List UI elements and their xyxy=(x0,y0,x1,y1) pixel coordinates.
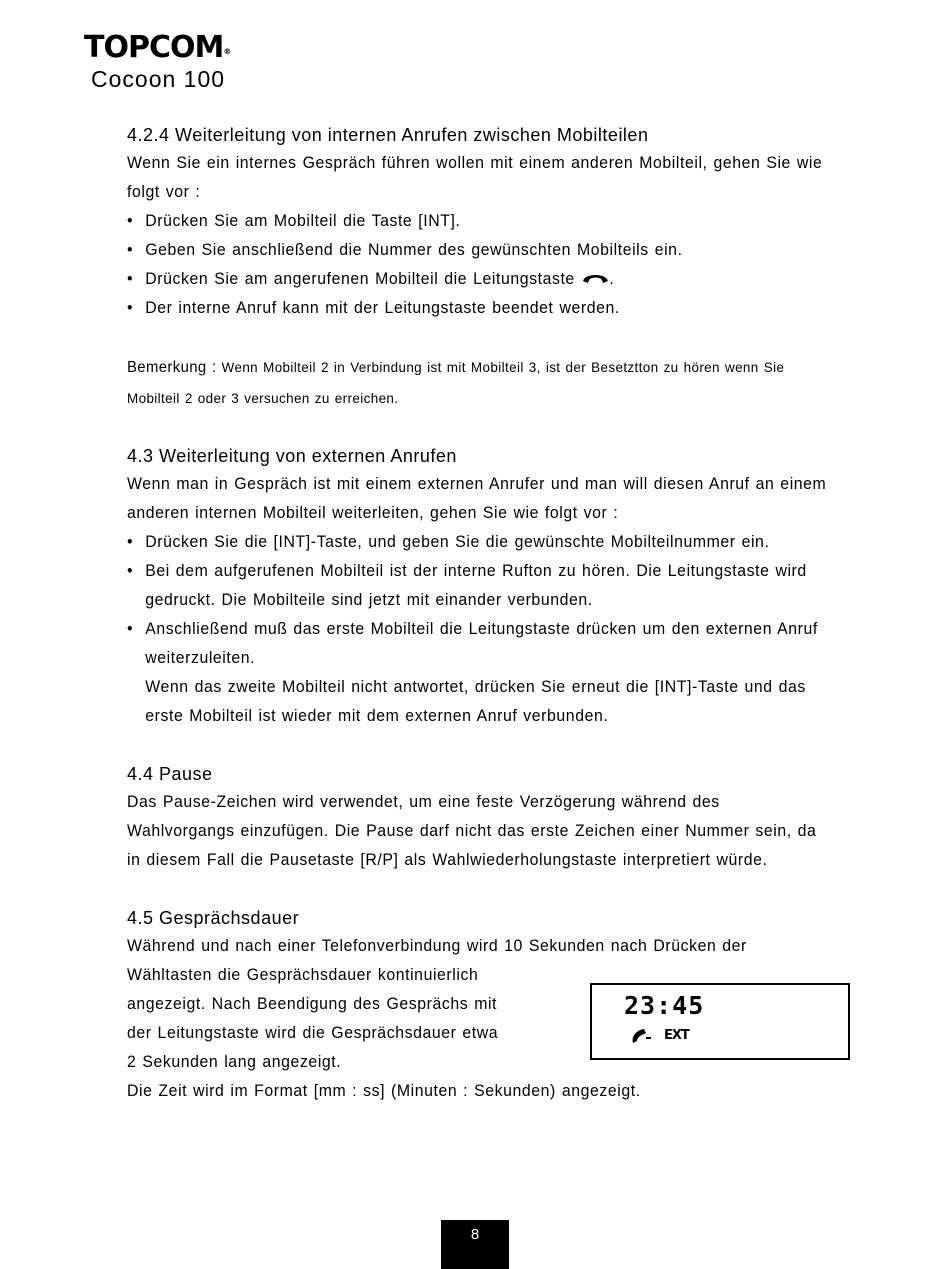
section-4-5-line: Die Zeit wird im Format [mm : ss] (Minuten : Sekunden) angezeigt. xyxy=(127,1082,641,1101)
model-name: Cocoon 100 xyxy=(91,66,226,92)
section-4-3-followup: Wenn das zweite Mobilteil nicht antwortet, drücken Sie erneut die [INT]-Taste und das erste Mobilteil ist wieder mit dem externen Anruf verbunden. xyxy=(145,678,806,726)
page-number: 8 xyxy=(441,1220,509,1269)
note-text: Wenn Mobilteil 2 in Verbindung ist mit Mobilteil 3, ist der Besetztton zu hören wenn Sie Mobilteil 2 oder 3 versuchen zu erreichen. xyxy=(127,359,785,407)
lcd-display xyxy=(590,983,850,1060)
brand-name: TOPCOM xyxy=(84,30,224,65)
page-content xyxy=(127,121,862,1106)
section-4-5-line: der Leitungstaste wird die Gesprächsdauer etwa xyxy=(127,1024,499,1043)
bullet-item xyxy=(127,265,833,294)
external-indicator: EXT xyxy=(664,1028,689,1043)
section-4-5-title: 4.5 Gesprächsdauer xyxy=(127,908,300,929)
bullet-item: • Geben Sie anschließend die Nummer des gewünschten Mobilteils ein. xyxy=(127,236,833,265)
section-4-5-line: 2 Sekunden lang angezeigt. xyxy=(127,1053,342,1072)
section-4-3-title: 4.3 Weiterleitung von externen Anrufen xyxy=(127,446,457,467)
section-4-2-4-title: 4.2.4 Weiterleitung von internen Anrufen zwischen Mobilteilen xyxy=(127,125,649,145)
bullet-text: Drücken Sie am angerufenen Mobilteil die Leitungstaste xyxy=(145,270,575,288)
section-4-4-title: 4.4 Pause xyxy=(127,764,213,785)
brand-logo xyxy=(84,30,230,66)
bullet-period: . xyxy=(609,270,615,288)
section-4-5-line: angezeigt. Nach Beendigung des Gesprächs mit xyxy=(127,995,498,1014)
section-4-2-4-intro: Wenn Sie ein internes Gespräch führen wollen mit einem anderen Mobilteil, gehen Sie wie folgt vor : xyxy=(127,154,823,201)
section-4-5-line: Während und nach einer Telefonverbindung wird 10 Sekunden nach Drücken der xyxy=(127,937,747,956)
line-key-icon xyxy=(583,265,610,294)
handset-icon xyxy=(630,1028,652,1049)
section-4-5-line: Wähltasten die Gesprächsdauer kontinuierlich xyxy=(127,966,479,985)
note xyxy=(127,352,833,413)
bullet-item: • Drücken Sie die [INT]-Taste, und geben Sie die gewünschte Mobilteilnummer ein. xyxy=(127,528,833,557)
registered-mark: ® xyxy=(223,47,231,56)
bullet-item: • Anschließend muß das erste Mobilteil die Leitungstaste drücken um den externen Anruf weiterzuleiten. xyxy=(127,615,833,673)
note-label: Bemerkung : xyxy=(127,359,217,377)
bullet-item: • Drücken Sie am Mobilteil die Taste [INT]. xyxy=(127,207,833,236)
call-duration: 23:45 xyxy=(624,991,705,1020)
section-4-4-text: Das Pause-Zeichen wird verwendet, um eine feste Verzögerung während des Wahlvorgangs einzufügen. Die Pause darf nicht das erste Zeichen einer Nummer sein, da in diesem Fall die Pausetaste [R/P] als Wahlwiederholungstaste interpretiert würde. xyxy=(127,793,817,870)
section-4-3-intro: Wenn man in Gespräch ist mit einem externen Anrufer und man will diesen Anruf an einem anderen internen Mobilteil weiterleiten, gehen Sie wie folgt vor : xyxy=(127,475,827,523)
bullet-item: • Bei dem aufgerufenen Mobilteil ist der interne Rufton zu hören. Die Leitungstaste wird gedruckt. Die Mobilteile sind jetzt mit einander verbunden. xyxy=(127,557,833,615)
bullet-item: • Der interne Anruf kann mit der Leitungstaste beendet werden. xyxy=(127,294,833,323)
